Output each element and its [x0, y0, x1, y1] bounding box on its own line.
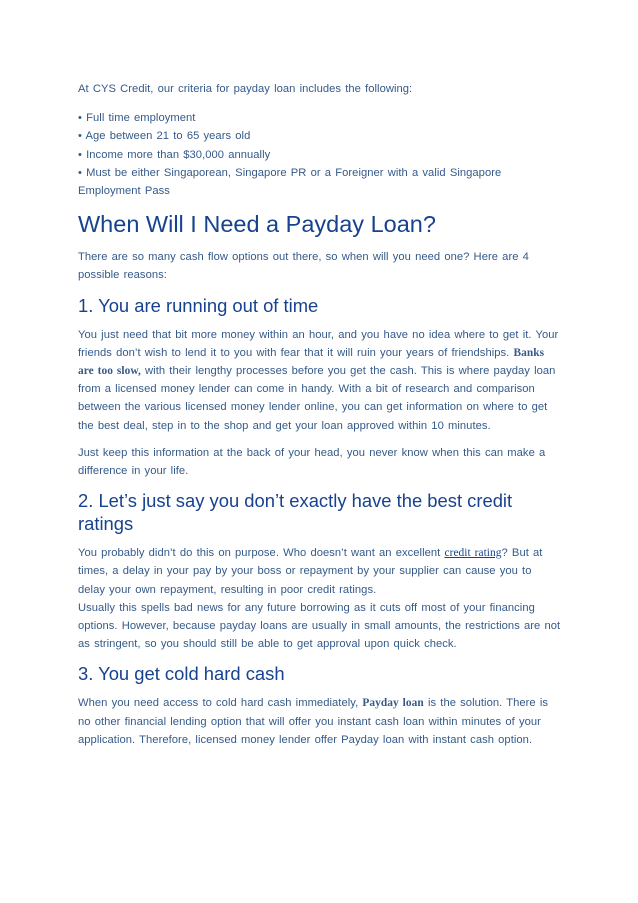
main-intro: There are so many cash flow options out there, so when will you need one? Here are 4 possible reasons:: [78, 251, 529, 282]
document-page: [78, 80, 562, 758]
criteria-intro: At CYS Credit, our criteria for payday loan includes the following:: [78, 83, 413, 95]
section-1-paragraph-2: Just keep this information at the back of your head, you never know when this can make a difference in your life.: [78, 446, 546, 478]
section-2-paragraph-1: [78, 544, 562, 599]
credit-rating-link[interactable]: credit rating: [444, 547, 502, 560]
text-run: You probably didn’t do this on purpose. Who doesn’t want an excellent: [78, 547, 441, 560]
section-1-heading: 1. You are running out of time: [78, 294, 319, 316]
section-3-heading: 3. You get cold hard cash: [78, 663, 285, 685]
text-run: with their lengthy processes before you get the cash. This is where payday loan from a licensed money lender can come in handy. With a bit of research and comparison between the various licensed money lender online, you can get information on where to get the best deal, step in to the shop and get your loan approved within 10 minutes.: [78, 365, 556, 432]
criteria-item: • Full time employment: [78, 112, 196, 125]
criteria-item: • Income more than $30,000 annually: [78, 148, 271, 161]
criteria-list: [78, 109, 562, 200]
section-3-paragraph-1: [78, 694, 562, 749]
section-2-paragraph-2: Usually this spells bad news for any future borrowing as it cuts off most of your financing options. However, because payday loans are usually in small amounts, the restrictions are not as stringent, so you should still be able to get approval upon quick check.: [78, 601, 561, 651]
bold-phrase: Banks are too slow,: [78, 346, 545, 378]
section-2-heading: 2. Let’s just say you don’t exactly have the best credit ratings: [78, 490, 513, 535]
criteria-item: • Age between 21 to 65 years old: [78, 130, 251, 143]
criteria-item: • Must be either Singaporean, Singapore PR or a Foreigner with a valid Singapore Employment Pass: [78, 166, 502, 198]
bold-phrase: Payday loan: [362, 697, 424, 710]
section-1-paragraph-1: [78, 326, 562, 435]
main-heading: When Will I Need a Payday Loan?: [78, 211, 436, 238]
text-run: You just need that bit more money within an hour, and you have no idea where to get it. Your friends don’t wish to lend it to you with fear that it will ruin your years of friendships.: [78, 328, 559, 359]
text-run: is the solution. There is no other financial lending option that will offer you instant cash loan within minutes of your application. Therefore, licensed money lender offer Payday loan with instant cash option.: [78, 697, 549, 746]
text-run: When you need access to cold hard cash immediately,: [78, 697, 359, 710]
text-run: ? But at times, a delay in your pay by your boss or repayment by your supplier can cause you to delay your own repayment, resulting in poor credit ratings.: [78, 547, 543, 596]
